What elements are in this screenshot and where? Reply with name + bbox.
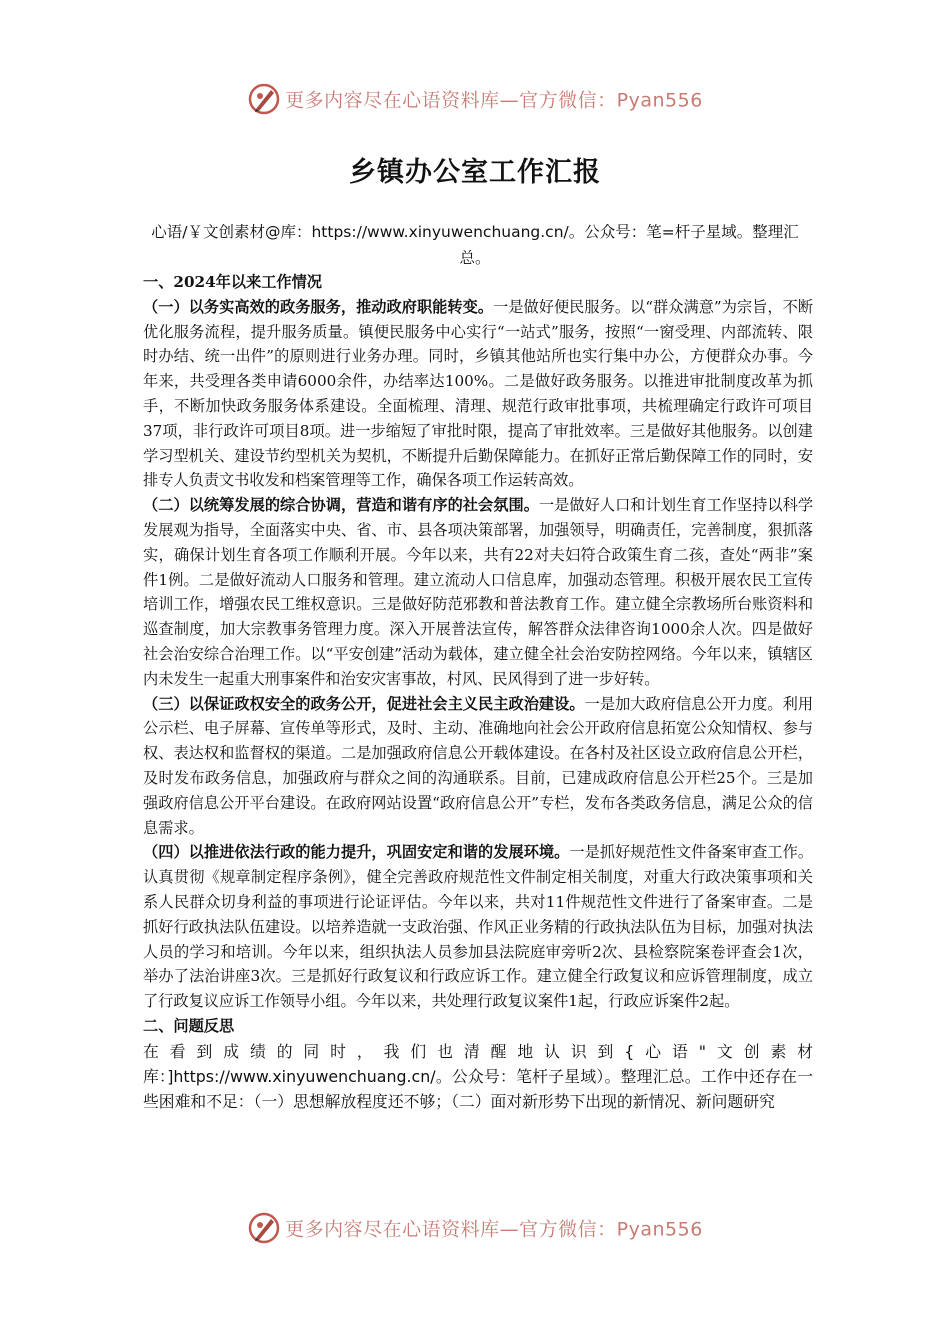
bottom-banner xyxy=(0,1211,950,1245)
banner-text: 更多内容尽在心语资料库—官方微信：Pyan556 xyxy=(285,1218,703,1241)
item-body: 一是做好人口和计划生育工作坚持以科学发展观为指导，全面落实中央、省、市、县各项决策部署，加强领导，明确责任，完善制度，狠抓落实，确保计划生育各项工作顺利开展。今年以来，共有22对夫妇符合政策生育二孩，查处“两非”案件1例。二是做好流动人口服务和管理。建立流动人口信息库，加强动态管理。积极开展农民工宣传培训工作，增强农民工维权意识。三是做好防范邪教和普法教育工作。建立健全宗教场所台账资料和巡查制度，加大宗教事务管理力度。深入开展普法宣传，解答群众法律咨询1000余人次。四是做好社会治安综合治理工作。以“平安创建”活动为载体，建立健全社会治安防控网络。今年以来，镇辖区内未发生一起重大刑事案件和治安灾害事故，村风、民风得到了进一步好转。 xyxy=(143,496,814,688)
banner-text: 更多内容尽在心语资料库—官方微信：Pyan556 xyxy=(285,89,703,112)
pen-logo-icon xyxy=(247,82,281,116)
item-lead: （二）以统筹发展的综合协调，营造和谐有序的社会氛围。 xyxy=(143,496,539,515)
paragraph-item-3 xyxy=(143,692,813,841)
item-lead: （三）以保证政权安全的政务公开，促进社会主义民主政治建设。 xyxy=(143,694,585,713)
item-body: 一是加大政府信息公开力度。利用公示栏、电子屏幕、宣传单等形式，及时、主动、准确地向社会公开政府信息拓宽公众知情权、参与权、表达权和监督权的渠道。二是加强政府信息公开载体建设。在各村及社区设立政府信息公开栏，及时发布政务信息，加强政府与群众之间的沟通联系。目前，已建成政府信息公开栏25个。三是加强政府信息公开平台建设。在政府网站设置“政府信息公开”专栏，发布各类政务信息，满足公众的信息需求。 xyxy=(143,694,814,837)
top-banner xyxy=(0,82,950,116)
paragraph-item-1 xyxy=(143,295,813,493)
section-heading-1: 一、2024年以来工作情况 xyxy=(143,273,322,291)
item-lead: （四）以推进依法行政的能力提升，巩固安定和谐的发展环境。 xyxy=(143,843,570,862)
paragraph-item-4 xyxy=(143,840,813,1014)
paragraph-problems: 在看到成绩的同时，我们也清醒地认识到{心语"文创素材库：]https://www.xinyuwenchuang.cn/。公众号：笔杆子星域）。整理汇总。工作中还存在一些困难和不足：（一）思想解放程度还不够；（二）面对新形势下出现的新情况、新问题研究 xyxy=(143,1041,813,1111)
item-lead: （一）以务实高效的政务服务，推动政府职能转变。 xyxy=(143,297,494,316)
pen-logo-icon xyxy=(247,1211,281,1245)
source-line: 心语/￥文创素材@库：https://www.xinyuwenchuang.cn/。公众号：笔=杆子星域。整理汇总。 xyxy=(151,223,799,267)
item-body: 一是做好便民服务。以“群众满意”为宗旨，不断优化服务流程，提升服务质量。镇便民服务中心实行“一站式”服务，按照“一窗受理、内部流转、限时办结、统一出件”的原则进行业务办理。同时，乡镇其他站所也实行集中办公，方便群众办事。今年来，共受理各类申请6000余件，办结率达100%。二是做好政务服务。以推进审批制度改革为抓手，不断加快政务服务体系建设。全面梳理、清理、规范行政审批事项，共梳理确定行政许可项目37项，非行政许可项目8项。进一步缩短了审批时限，提高了审批效率。三是做好其他服务。以创建学习型机关、建设节约型机关为契机，不断提升后勤保障能力。在抓好正常后勤保障工作的同时，安排专人负责文书收发和档案管理等工作，确保各项工作运转高效。 xyxy=(143,297,814,490)
paragraph-item-2 xyxy=(143,493,813,691)
section-heading-2: 二、问题反思 xyxy=(143,1016,235,1035)
document-body xyxy=(143,270,813,1114)
document-title: 乡镇办公室工作汇报 xyxy=(349,157,601,188)
item-body: 一是抓好规范性文件备案审查工作。认真贯彻《规章制定程序条例》，健全完善政府规范性文件制定相关制度，对重大行政决策事项和关系人民群众切身利益的事项进行论证评估。今年以来，共对11件规范性文件进行了备案审查。二是抓好行政执法队伍建设。以培养造就一支政治强、作风正业务精的行政执法队伍为目标，加强对执法人员的学习和培训。今年以来，组织执法人员参加县法院庭审旁听2次、县检察院案卷评查会1次，举办了法治讲座3次。三是抓好行政复议和行政应诉工作。建立健全行政复议和应诉管理制度，成立了行政复议应诉工作领导小组。今年以来，共处理行政复议案件1起，行政应诉案件2起。 xyxy=(143,843,814,1011)
